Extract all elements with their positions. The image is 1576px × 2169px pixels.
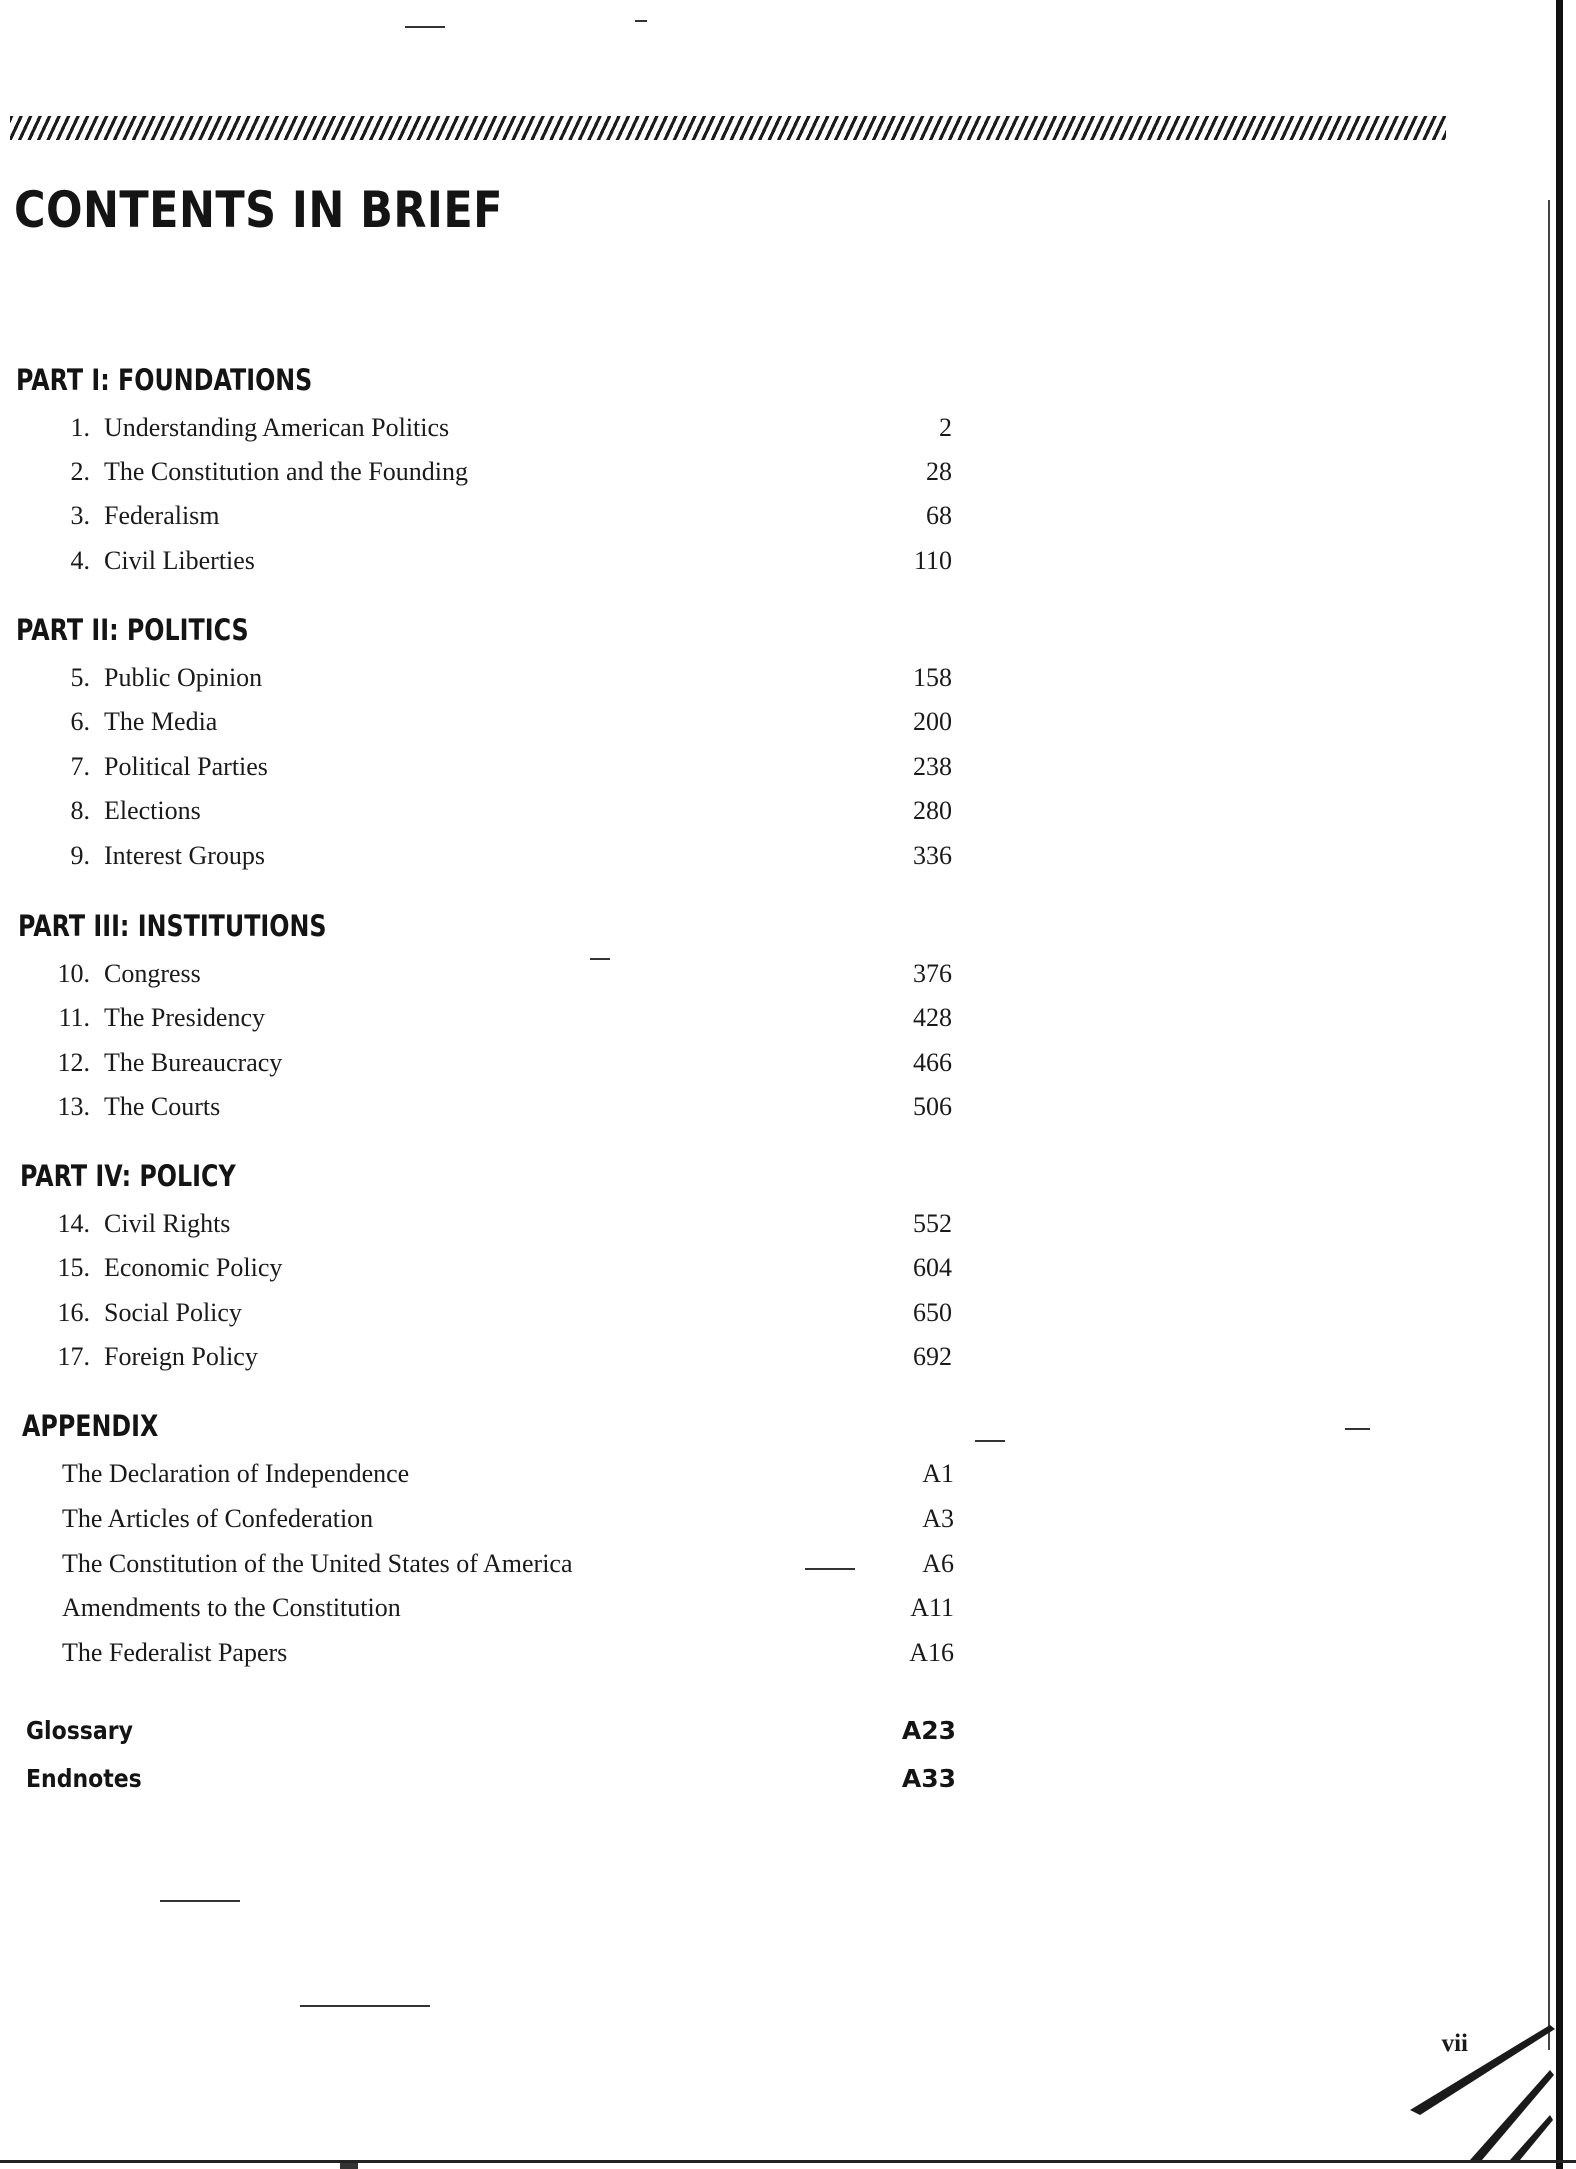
chapter-title: Social Policy bbox=[104, 1298, 242, 1327]
back-matter-row bbox=[0, 1711, 1000, 1751]
chapter-title: The Courts bbox=[104, 1092, 221, 1121]
back-matter-row bbox=[0, 1759, 1000, 1799]
chapter-title: The Bureaucracy bbox=[104, 1048, 283, 1077]
chapter-page: 280 bbox=[913, 796, 952, 825]
chapter-page: 552 bbox=[913, 1209, 952, 1238]
toc-row bbox=[0, 1588, 1000, 1628]
glossary-label: Glossary bbox=[26, 1716, 133, 1745]
part-heading-policy: PART IV: POLICY bbox=[20, 1159, 236, 1193]
chapter-number: 15. bbox=[57, 1253, 90, 1282]
chapter-number: 8. bbox=[70, 796, 90, 825]
page-curl-mark bbox=[1400, 2015, 1560, 2165]
chapter-title: Civil Liberties bbox=[104, 546, 255, 575]
appendix-item-title: The Declaration of Independence bbox=[62, 1459, 410, 1488]
chapter-number: 13. bbox=[57, 1092, 90, 1121]
chapter-page: 466 bbox=[913, 1048, 952, 1077]
appendix-item-title: The Constitution of the United States of America bbox=[62, 1549, 573, 1578]
toc-row bbox=[0, 1633, 1000, 1673]
chapter-title: The Media bbox=[104, 707, 218, 736]
glossary-page: A23 bbox=[901, 1716, 956, 1745]
toc-row bbox=[0, 1337, 1000, 1377]
appendix-item-page: A1 bbox=[922, 1459, 954, 1488]
chapter-page: 2 bbox=[939, 413, 952, 442]
chapter-number: 14. bbox=[57, 1209, 90, 1238]
toc-row bbox=[0, 1087, 1000, 1127]
appendix-item-title: The Federalist Papers bbox=[62, 1638, 288, 1667]
chapter-number: 4. bbox=[70, 546, 90, 575]
chapter-number: 2. bbox=[70, 457, 90, 486]
part-heading-foundations: PART I: FOUNDATIONS bbox=[16, 363, 313, 397]
page-edge-shadow bbox=[1556, 0, 1563, 2169]
chapter-title: Civil Rights bbox=[104, 1209, 231, 1238]
appendix-item-page: A6 bbox=[922, 1549, 954, 1578]
page-number: vii bbox=[1441, 2030, 1468, 2057]
toc-row bbox=[0, 1293, 1000, 1333]
scan-speck bbox=[160, 1900, 240, 1902]
chapter-number: 9. bbox=[70, 841, 90, 870]
page-edge-line bbox=[1548, 200, 1550, 2050]
chapter-number: 16. bbox=[57, 1298, 90, 1327]
scan-speck bbox=[1345, 1428, 1370, 1430]
toc-row bbox=[0, 541, 1000, 581]
scan-speck bbox=[340, 2163, 358, 2169]
toc-row bbox=[0, 998, 1000, 1038]
appendix-item-page: A3 bbox=[922, 1504, 954, 1533]
bottom-edge-line bbox=[0, 2160, 1576, 2163]
chapter-page: 336 bbox=[913, 841, 952, 870]
chapter-page: 428 bbox=[913, 1003, 952, 1032]
toc-row bbox=[0, 1204, 1000, 1244]
chapter-title: Congress bbox=[104, 959, 201, 988]
chapter-number: 11. bbox=[58, 1003, 90, 1032]
appendix-heading: APPENDIX bbox=[22, 1409, 159, 1443]
scan-speck bbox=[805, 1568, 855, 1570]
appendix-item-title: The Articles of Confederation bbox=[62, 1504, 374, 1533]
scan-speck bbox=[590, 958, 610, 960]
chapter-title: The Presidency bbox=[104, 1003, 266, 1032]
toc-row bbox=[0, 791, 1000, 831]
chapter-title: Understanding American Politics bbox=[104, 413, 450, 442]
toc-row bbox=[0, 702, 1000, 742]
toc-row bbox=[0, 1544, 1000, 1584]
appendix-item-page: A16 bbox=[909, 1638, 954, 1667]
endnotes-label: Endnotes bbox=[26, 1764, 142, 1793]
chapter-page: 110 bbox=[913, 546, 952, 575]
scan-speck bbox=[975, 1440, 1005, 1442]
toc-row bbox=[0, 954, 1000, 994]
toc-row bbox=[0, 1043, 1000, 1083]
appendix-item-page: A11 bbox=[910, 1593, 954, 1622]
chapter-page: 650 bbox=[913, 1298, 952, 1327]
chapter-page: 200 bbox=[913, 707, 952, 736]
chapter-page: 604 bbox=[913, 1253, 952, 1282]
toc-row bbox=[0, 747, 1000, 787]
toc-row bbox=[0, 658, 1000, 698]
chapter-page: 506 bbox=[913, 1092, 952, 1121]
toc-row bbox=[0, 836, 1000, 876]
part-heading-politics: PART II: POLITICS bbox=[16, 613, 249, 647]
chapter-title: Economic Policy bbox=[104, 1253, 283, 1282]
toc-row bbox=[0, 1454, 1000, 1494]
chapter-number: 7. bbox=[70, 752, 90, 781]
toc-row bbox=[0, 452, 1000, 492]
scan-speck bbox=[405, 26, 445, 28]
scan-speck bbox=[635, 20, 647, 22]
chapter-number: 1. bbox=[70, 413, 90, 442]
chapter-page: 238 bbox=[913, 752, 952, 781]
chapter-title: The Constitution and the Founding bbox=[104, 457, 468, 486]
chapter-number: 10. bbox=[57, 959, 90, 988]
chapter-title: Foreign Policy bbox=[104, 1342, 258, 1371]
decorative-hatch-rule bbox=[10, 116, 1446, 140]
chapter-number: 3. bbox=[70, 501, 90, 530]
toc-row bbox=[0, 496, 1000, 536]
toc-row bbox=[0, 1248, 1000, 1288]
chapter-number: 6. bbox=[70, 707, 90, 736]
chapter-page: 28 bbox=[926, 457, 952, 486]
chapter-page: 376 bbox=[913, 959, 952, 988]
chapter-title: Interest Groups bbox=[104, 841, 266, 870]
chapter-title: Federalism bbox=[104, 501, 220, 530]
scan-speck bbox=[300, 2005, 430, 2007]
page-title: CONTENTS IN BRIEF bbox=[14, 181, 503, 239]
chapter-page: 692 bbox=[913, 1342, 952, 1371]
toc-row bbox=[0, 408, 1000, 448]
toc-row bbox=[0, 1499, 1000, 1539]
chapter-number: 12. bbox=[57, 1048, 90, 1077]
chapter-number: 5. bbox=[70, 663, 90, 692]
chapter-number: 17. bbox=[57, 1342, 90, 1371]
chapter-title: Elections bbox=[104, 796, 201, 825]
chapter-page: 158 bbox=[913, 663, 952, 692]
appendix-item-title: Amendments to the Constitution bbox=[62, 1593, 401, 1622]
chapter-title: Public Opinion bbox=[104, 663, 263, 692]
endnotes-page: A33 bbox=[901, 1764, 956, 1793]
chapter-title: Political Parties bbox=[104, 752, 268, 781]
part-heading-institutions: PART III: INSTITUTIONS bbox=[18, 909, 327, 943]
chapter-page: 68 bbox=[926, 501, 952, 530]
